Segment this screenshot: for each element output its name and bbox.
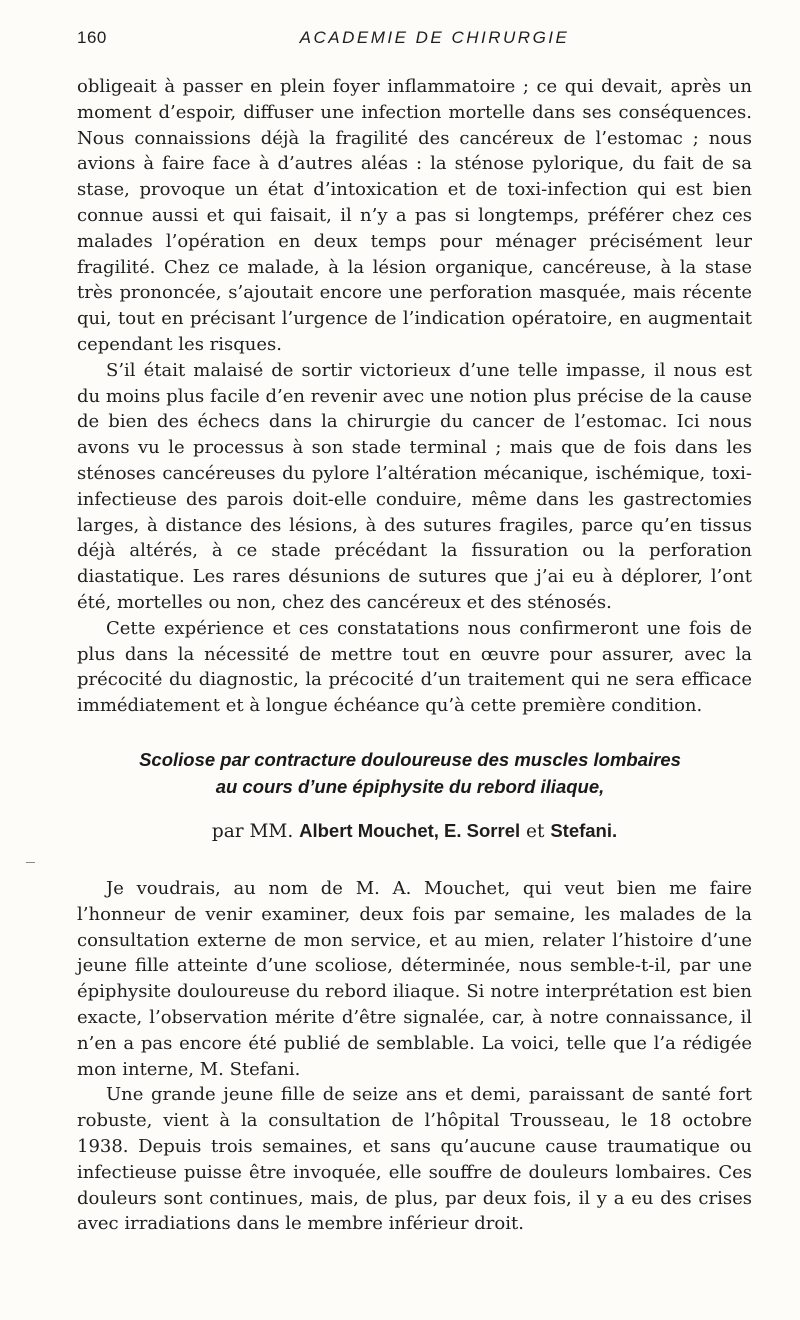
article-title-line: au cours d’une épiphysite du rebord iliaque, — [215, 776, 605, 797]
paragraph: Je voudrais, au nom de M. A. Mouchet, qui veut bien me faire l’honneur de venir examiner, deux fois par semaine, les malades de la consultation externe de mon service, et au mien, relater l’histoire d’une jeune fille atteinte d’une scoliose, déterminée, nous semble-t-il, par une épiphysite douloureuse du rebord iliaque. Si notre interprétation est bien exacte, l’observation mérite d’être signalée, car, à notre connaissance, il n’en a pas encore été publié de semblable. La voici, telle que l’a rédigée mon interne, M. Stefani. — [77, 878, 752, 1080]
byline-conjunction: et — [526, 821, 545, 842]
continued-text-section — [77, 74, 752, 719]
page-number: 160 — [77, 28, 107, 47]
byline-prefix: par MM. — [211, 821, 294, 842]
byline-authors: Albert Mouchet, E. Sorrel — [299, 820, 521, 841]
article-body — [77, 876, 752, 1237]
article-title — [60, 746, 760, 800]
paragraph: S’il était malaisé de sortir victorieux d’une telle impasse, il nous est du moins plus facile d’en revenir avec une notion plus précise de la cause de bien des échecs dans la chirurgie du cancer de l’estomac. Ici nous avons vu le processus à son stade terminal ; mais que de fois dans les sténoses cancéreuses du pylore l’altération mécanique, ischémique, toxi-infectieuse des parois doit-elle conduire, même dans les gastrectomies larges, à distance des lésions, à des sutures fragiles, parce qu’en tissus déjà altérés, à ce stade précédant la fissuration ou la perforation diastatique. Les rares désunions de sutures que j’ai eu à déplorer, l’ont été, mortelles ou non, chez des cancéreux et des sténosés. — [77, 359, 752, 613]
paragraph: Cette expérience et ces constatations nous confirmeront une fois de plus dans la nécessité de mettre tout en œuvre pour assurer, avec la précocité du diagnostic, la précocité d’un traitement qui ne sera efficace immédiatement et à longue échéance qu’à cette première condition. — [77, 617, 752, 717]
article-title-line: Scoliose par contracture douloureuse des muscles lombaires — [139, 749, 681, 770]
byline — [77, 818, 752, 845]
margin-mark — [26, 862, 35, 863]
byline-author: Stefani. — [550, 820, 618, 841]
running-head: ACADEMIE DE CHIRURGIE — [299, 28, 570, 47]
page-header — [77, 28, 752, 54]
paragraph: Une grande jeune fille de seize ans et demi, paraissant de santé fort robuste, vient à la consultation de l’hôpital Trousseau, le 18 octobre 1938. Depuis trois semaines, et sans qu’aucune cause traumatique ou infectieuse puisse être invoquée, elle souffre de douleurs lombaires. Ces douleurs sont continues, mais, de plus, par deux fois, il y a eu des crises avec irradiations dans le membre inférieur droit. — [77, 1084, 752, 1235]
paragraph: obligeait à passer en plein foyer inflammatoire ; ce qui devait, après un moment d’espoir, diffuser une infection mortelle dans ses conséquences. Nous connaissions déjà la fragilité des cancéreux de l’estomac ; nous avions à faire face à d’autres aléas : la sténose pylorique, du fait de sa stase, provoque un état d’intoxication et de toxi-infection qui est bien connue aussi et qui faisait, il n’y a pas si longtemps, préférer chez ces malades l’opération en deux temps pour ménager précisément leur fragilité. Chez ce malade, à la lésion organique, cancéreuse, à la stase très prononcée, s’ajoutait encore une perforation masquée, mais récente qui, tout en précisant l’urgence de l’indication opératoire, en augmentait cependant les risques. — [77, 76, 752, 355]
